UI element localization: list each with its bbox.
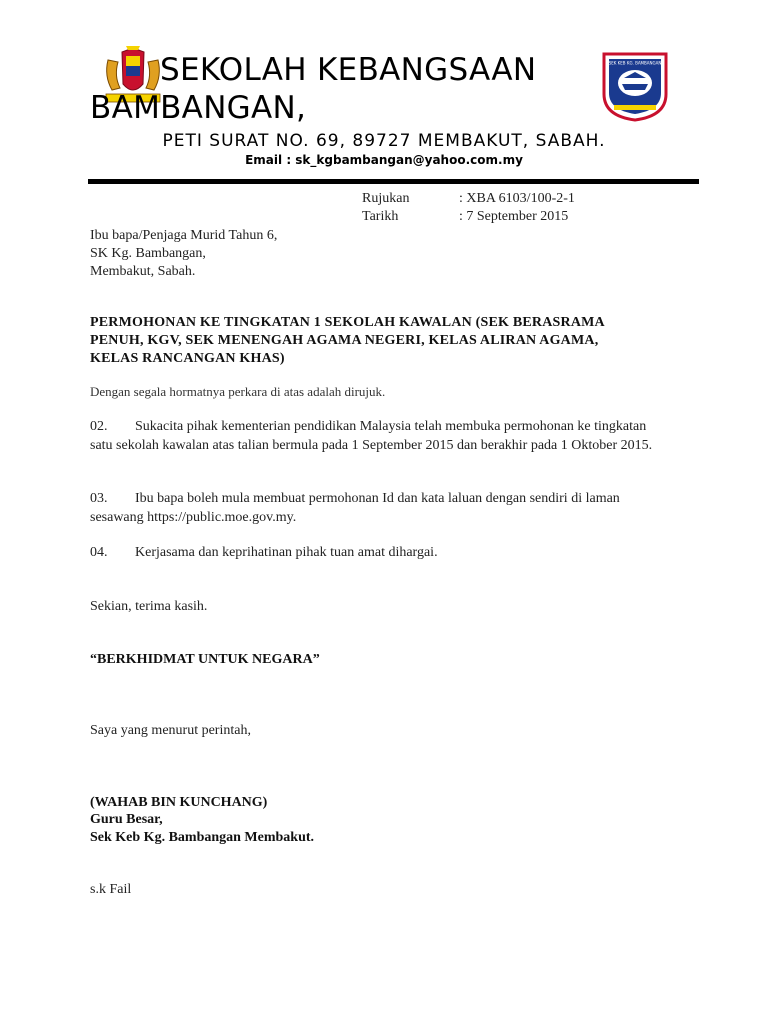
intro-paragraph: Dengan segala hormatnya perkara di atas adalah dirujuk. bbox=[90, 384, 386, 399]
recipient-line-1: Ibu bapa/Penjaga Murid Tahun 6, bbox=[90, 228, 278, 243]
signer-position: Guru Besar, bbox=[90, 812, 163, 827]
date-row bbox=[362, 209, 568, 225]
paragraph-03-text: Ibu bapa boleh mula membuat permohonan Id dan kata laluan dengan sendiri di laman sesawang https://public.moe.gov.my. bbox=[90, 491, 620, 525]
letter-subject: PERMOHONAN KE TINGKATAN 1 SEKOLAH KAWALAN (SEK BERASRAMA PENUH, KGV, SEK MENENGAH AGAMA NEGERI, KELAS ALIRAN AGAMA, KELAS RANCANGAN KHAS) bbox=[90, 315, 605, 366]
school-email[interactable]: Email : sk_kgbambangan@yahoo.com.my bbox=[245, 153, 523, 167]
signer-school: Sek Keb Kg. Bambangan Membakut. bbox=[90, 830, 315, 845]
paragraph-02-number: 02. bbox=[90, 419, 108, 434]
school-name-line2: BAMBANGAN, bbox=[90, 90, 307, 126]
date-label: Tarikh bbox=[362, 209, 399, 224]
paragraph-02 bbox=[90, 417, 670, 455]
header-divider bbox=[88, 179, 699, 184]
closing-thanks: Sekian, terima kasih. bbox=[90, 599, 208, 614]
reference-value: : XBA 6103/100-2-1 bbox=[459, 191, 575, 206]
closing-yours: Saya yang menurut perintah, bbox=[90, 723, 251, 738]
signer-name: (WAHAB BIN KUNCHANG) bbox=[90, 795, 268, 810]
reference-label: Rujukan bbox=[362, 191, 410, 206]
badge-label: SEK KEB KG. BAMBANGAN bbox=[608, 60, 662, 66]
school-address: PETI SURAT NO. 69, 89727 MEMBAKUT, SABAH. bbox=[162, 131, 606, 151]
school-badge-icon bbox=[600, 50, 670, 122]
school-name-line1: SEKOLAH KEBANGSAAN bbox=[160, 52, 537, 88]
paragraph-03-number: 03. bbox=[90, 491, 108, 506]
recipient-line-2: SK Kg. Bambangan, bbox=[90, 246, 206, 261]
paragraph-04-text: Kerjasama dan keprihatinan pihak tuan amat dihargai. bbox=[135, 545, 438, 560]
paragraph-03 bbox=[90, 489, 670, 527]
paragraph-02-text: Sukacita pihak kementerian pendidikan Malaysia telah membuka permohonan ke tingkatan satu sekolah kawalan atas talian bermula pada 1 September 2015 dan berakhir pada 1 Oktober 2015. bbox=[90, 419, 653, 453]
date-value: : 7 September 2015 bbox=[459, 209, 569, 224]
paragraph-04-number: 04. bbox=[90, 545, 108, 560]
carbon-copy: s.k Fail bbox=[90, 882, 132, 897]
reference-row bbox=[362, 191, 575, 207]
paragraph-04 bbox=[90, 543, 670, 562]
recipient-line-3: Membakut, Sabah. bbox=[90, 264, 196, 279]
motto: “BERKHIDMAT UNTUK NEGARA” bbox=[90, 652, 320, 667]
